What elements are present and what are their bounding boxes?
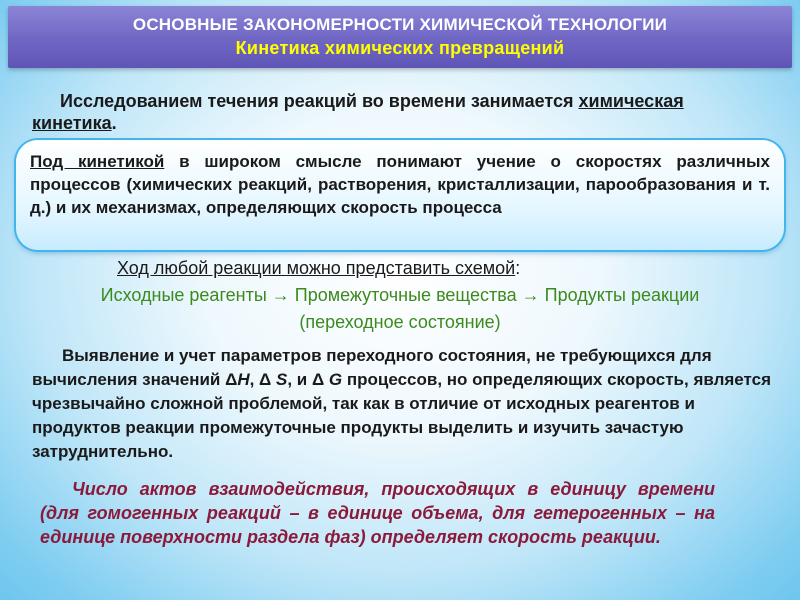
definition-text xyxy=(30,150,770,219)
p2-h: H xyxy=(237,370,250,389)
page-title: ОСНОВНЫЕ ЗАКОНОМЕРНОСТИ ХИМИЧЕСКОЙ ТЕХНОЛОГИИ xyxy=(132,15,668,34)
p2-part2: , Δ xyxy=(249,370,276,389)
scheme-line: Исходные реагенты → Промежуточные вещества → Продукты реакции xyxy=(100,285,700,305)
definition-term: Под кинетикой xyxy=(30,152,165,171)
p2-g: G xyxy=(328,370,343,389)
scheme-intro-colon: : xyxy=(515,258,521,278)
intro-paragraph xyxy=(32,90,762,134)
reaction-rate-paragraph xyxy=(40,477,715,549)
scheme-note: (переходное состояние) xyxy=(299,312,501,332)
p2-part1: Выявление и учет параметров переходного состояния, не требующихся для вычисления значений Δ xyxy=(32,346,712,389)
definition-body: в широком смысле понимают учение о скоростях различных процессов (химических реакций, растворения, кристаллизации, парообразования и т. д.) и их механизмах, определяющих скорость процесса xyxy=(30,152,770,217)
intro-end: . xyxy=(111,113,117,133)
page-subtitle: Кинетика химических превращений xyxy=(235,38,565,58)
intro-term: химическая кинетика xyxy=(32,91,684,133)
definition-box xyxy=(16,140,784,250)
transition-state-paragraph xyxy=(32,344,772,464)
scheme-intro-text: Ход любой реакции можно представить схемой xyxy=(117,258,516,278)
p2-s: S xyxy=(276,370,288,389)
intro-text: Исследованием течения реакций во времени занимается xyxy=(60,91,579,111)
p2-part4: процессов, но определяющих скорость, является чрезвычайно сложной проблемой, так как в отличие от исходных реагентов и продуктов реакции промежуточные продукты выделить и изучить зачастую затруднительно. xyxy=(32,370,772,461)
scheme-intro xyxy=(117,258,520,279)
p3-text: Число актов взаимодействия, происходящих в единицу времени (для гомогенных реакций – в единице объема, для гетерогенных – на единице поверхности раздела фаз) определяет скорость реакции. xyxy=(40,479,715,547)
p2-part3: , и Δ xyxy=(287,370,329,389)
header-banner xyxy=(8,6,792,68)
